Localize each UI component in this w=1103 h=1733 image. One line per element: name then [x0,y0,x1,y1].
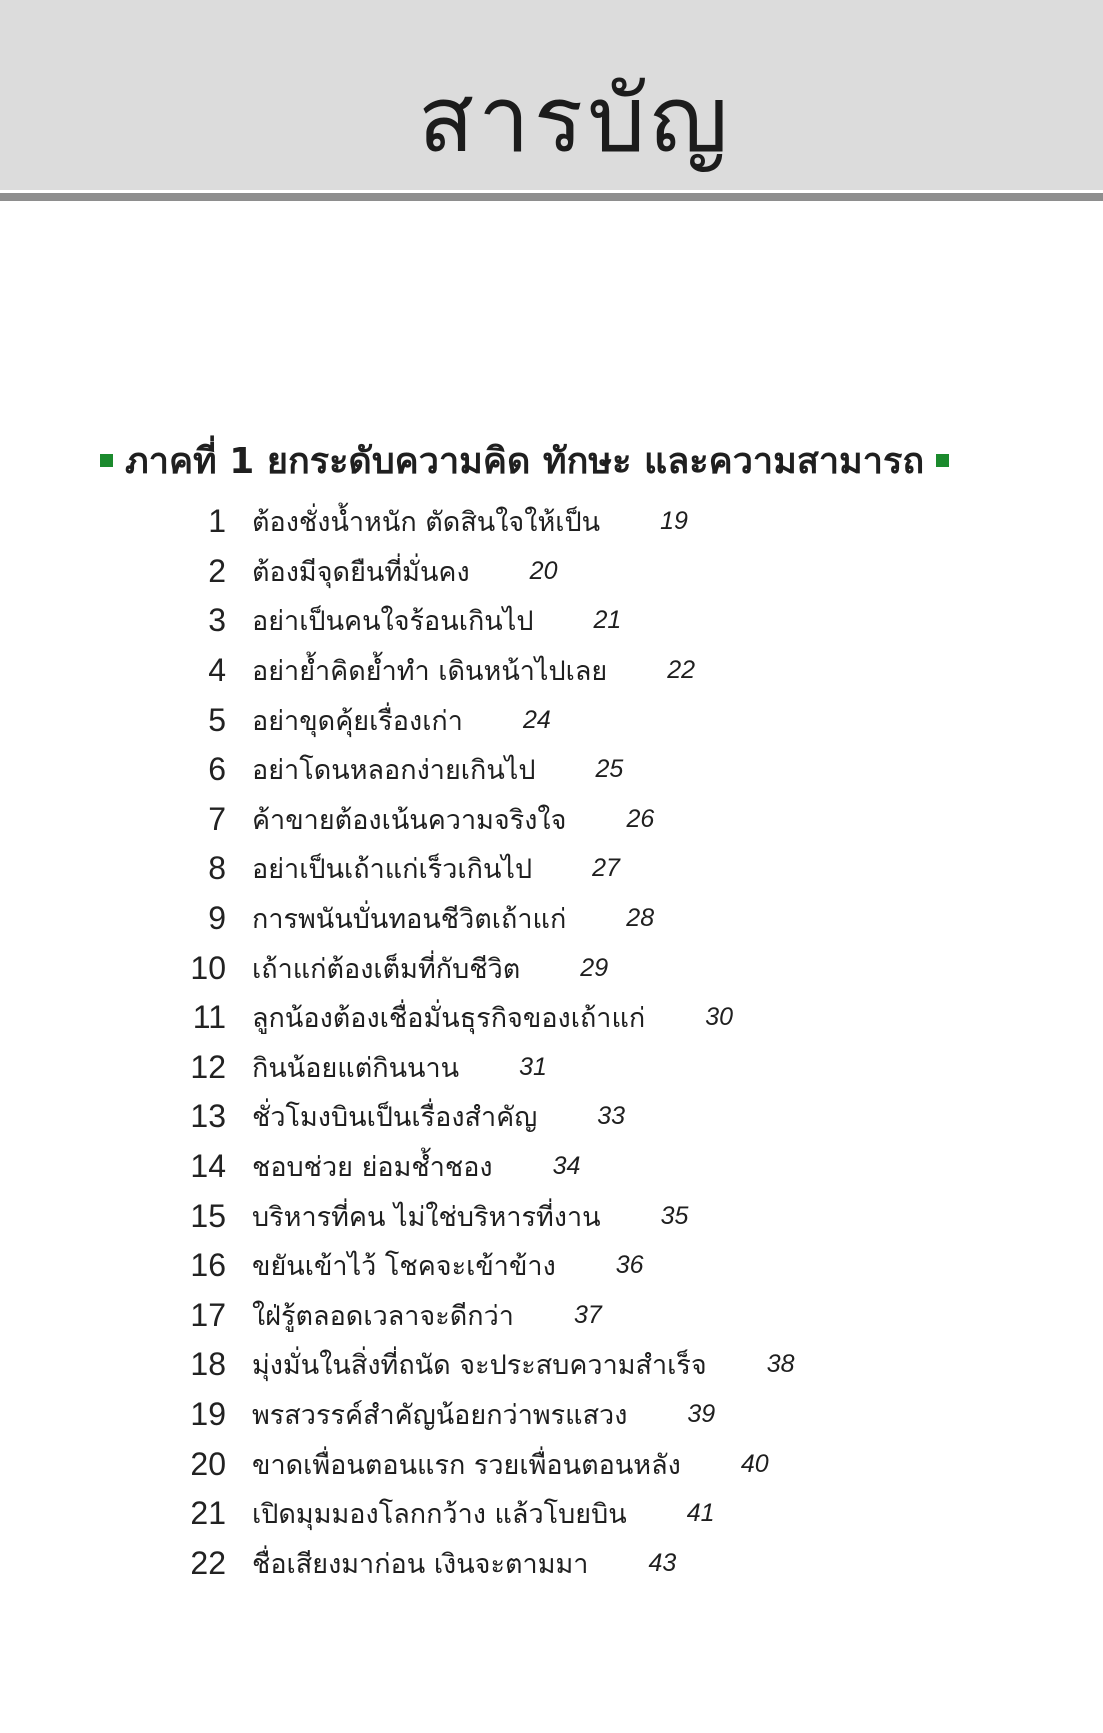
toc-entry-title: อย่าเป็นเถ้าแก่เร็วเกินไป [252,854,533,886]
toc-entry-number: 19 [190,1395,226,1432]
toc-entry-title: อย่าเป็นคนใจร้อนเกินไป [252,606,534,638]
toc-entry-page: 21 [593,606,622,635]
toc-entry-title: ใฝ่รู้ตลอดเวลาจะดีกว่า [252,1300,514,1332]
toc-entry-number: 13 [190,1098,226,1135]
bullet-square-icon [100,454,113,467]
toc-entry-number: 16 [190,1247,226,1284]
toc-entry-page: 43 [648,1548,677,1577]
toc-entry-number: 1 [208,503,226,540]
toc-entry-title: มุ่งมั่นในสิ่งที่ถนัด จะประสบความสำเร็จ [252,1350,707,1382]
toc-entry-page: 33 [597,1102,626,1131]
toc-entry [170,1439,1070,1489]
toc-entry-number: 17 [190,1296,226,1333]
toc-entry [170,1489,1070,1539]
toc-entry [170,596,1070,646]
toc-entry-page: 39 [687,1399,716,1428]
toc-entry-page: 20 [529,556,558,585]
toc-entry-title: อย่าขุดคุ้ยเรื่องเก่า [252,705,463,737]
toc-entry [170,1291,1070,1341]
header-banner [0,0,1103,190]
toc-entry-page: 38 [766,1350,795,1379]
toc-entry-title: ชั่วโมงบินเป็นเรื่องสำคัญ [252,1102,538,1134]
header-divider [0,193,1103,201]
toc-entry [170,646,1070,696]
section-heading [100,432,1060,488]
toc-entry-title: อย่าโดนหลอกง่ายเกินไป [252,755,536,787]
toc-entry-title: กินน้อยแต่กินนาน [252,1052,460,1084]
toc-entry-page: 19 [660,507,688,536]
toc-entry-page: 24 [522,705,551,734]
toc-entry-page: 41 [686,1499,715,1528]
toc-entry-title: บริหารที่คน ไม่ใช่บริหารที่งาน [252,1201,601,1233]
toc-entry-number: 14 [190,1148,226,1185]
toc-entry-number: 2 [208,552,226,589]
toc-entry-title: การพนันบั่นทอนชีวิตเถ้าแก่ [252,904,567,936]
toc-entry-number: 12 [190,1048,226,1085]
section-heading-text: ภาคที่ 1 ยกระดับความคิด ทักษะ และความสามารถ [125,440,925,482]
toc-entry [170,1390,1070,1440]
toc-entry [170,1142,1070,1192]
table-of-contents [170,497,1070,1588]
toc-entry [170,497,1070,547]
toc-entry-page: 34 [552,1152,581,1181]
toc-entry [170,1092,1070,1142]
page-title: สารบัญ [417,66,732,173]
toc-entry-page: 25 [595,755,624,784]
toc-entry [170,1538,1070,1588]
toc-entry-page: 30 [705,1003,734,1032]
toc-entry [170,745,1070,795]
toc-entry-page: 31 [519,1052,547,1081]
toc-entry-title: เถ้าแก่ต้องเต็มที่กับชีวิต [252,953,521,985]
toc-entry-title: ลูกน้องต้องเชื่อมั่นธุรกิจของเถ้าแก่ [252,1003,646,1035]
toc-entry [170,943,1070,993]
toc-entry [170,844,1070,894]
toc-entry [170,1340,1070,1390]
toc-entry [170,695,1070,745]
toc-entry-number: 8 [208,850,226,887]
toc-entry-title: ค้าขายต้องเน้นความจริงใจ [252,804,567,836]
toc-entry [170,993,1070,1043]
toc-entry-page: 22 [667,656,696,685]
toc-entry-number: 10 [190,949,226,986]
toc-entry-title: ชื่อเสียงมาก่อน เงินจะตามมา [252,1548,589,1580]
toc-entry-number: 9 [208,900,226,937]
toc-entry [170,1043,1070,1093]
toc-entry-title: พรสวรรค์สำคัญน้อยกว่าพรแสวง [252,1399,628,1431]
toc-entry-number: 7 [208,800,226,837]
toc-entry-title: อย่าย้ำคิดย้ำทำ เดินหน้าไปเลย [252,656,608,688]
toc-entry [170,894,1070,944]
toc-entry-page: 27 [592,854,620,883]
toc-entry-page: 37 [573,1300,602,1329]
toc-entry-page: 26 [626,804,655,833]
toc-entry-title: ชอบช่วย ย่อมช้ำชอง [252,1152,493,1184]
toc-entry-page: 40 [740,1449,769,1478]
toc-entry-number: 11 [192,999,226,1036]
bullet-square-icon [936,454,949,467]
toc-entry-number: 3 [208,602,226,639]
toc-entry-number: 15 [190,1197,226,1234]
toc-entry-number: 6 [208,751,226,788]
toc-entry-number: 21 [190,1495,226,1532]
toc-entry-title: ขยันเข้าไว้ โชคจะเข้าข้าง [252,1251,556,1283]
toc-entry-page: 35 [660,1201,689,1230]
toc-entry-number: 18 [190,1346,226,1383]
toc-entry-title: เปิดมุมมองโลกกว้าง แล้วโบยบิน [252,1499,627,1531]
toc-entry-title: ต้องชั่งน้ำหนัก ตัดสินใจให้เป็น [252,507,601,539]
toc-entry-number: 5 [208,701,226,738]
toc-entry-number: 4 [208,652,226,689]
toc-entry-title: ขาดเพื่อนตอนแรก รวยเพื่อนตอนหลัง [252,1449,681,1481]
toc-entry-page: 28 [626,904,655,933]
toc-entry [170,547,1070,597]
toc-entry-page: 36 [615,1251,644,1280]
toc-entry-title: ต้องมีจุดยืนที่มั่นคง [252,556,470,588]
toc-entry-page: 29 [580,953,609,982]
toc-entry [170,1241,1070,1291]
toc-entry [170,1191,1070,1241]
toc-entry [170,795,1070,845]
toc-entry-number: 20 [190,1445,226,1482]
toc-entry-number: 22 [190,1544,226,1581]
